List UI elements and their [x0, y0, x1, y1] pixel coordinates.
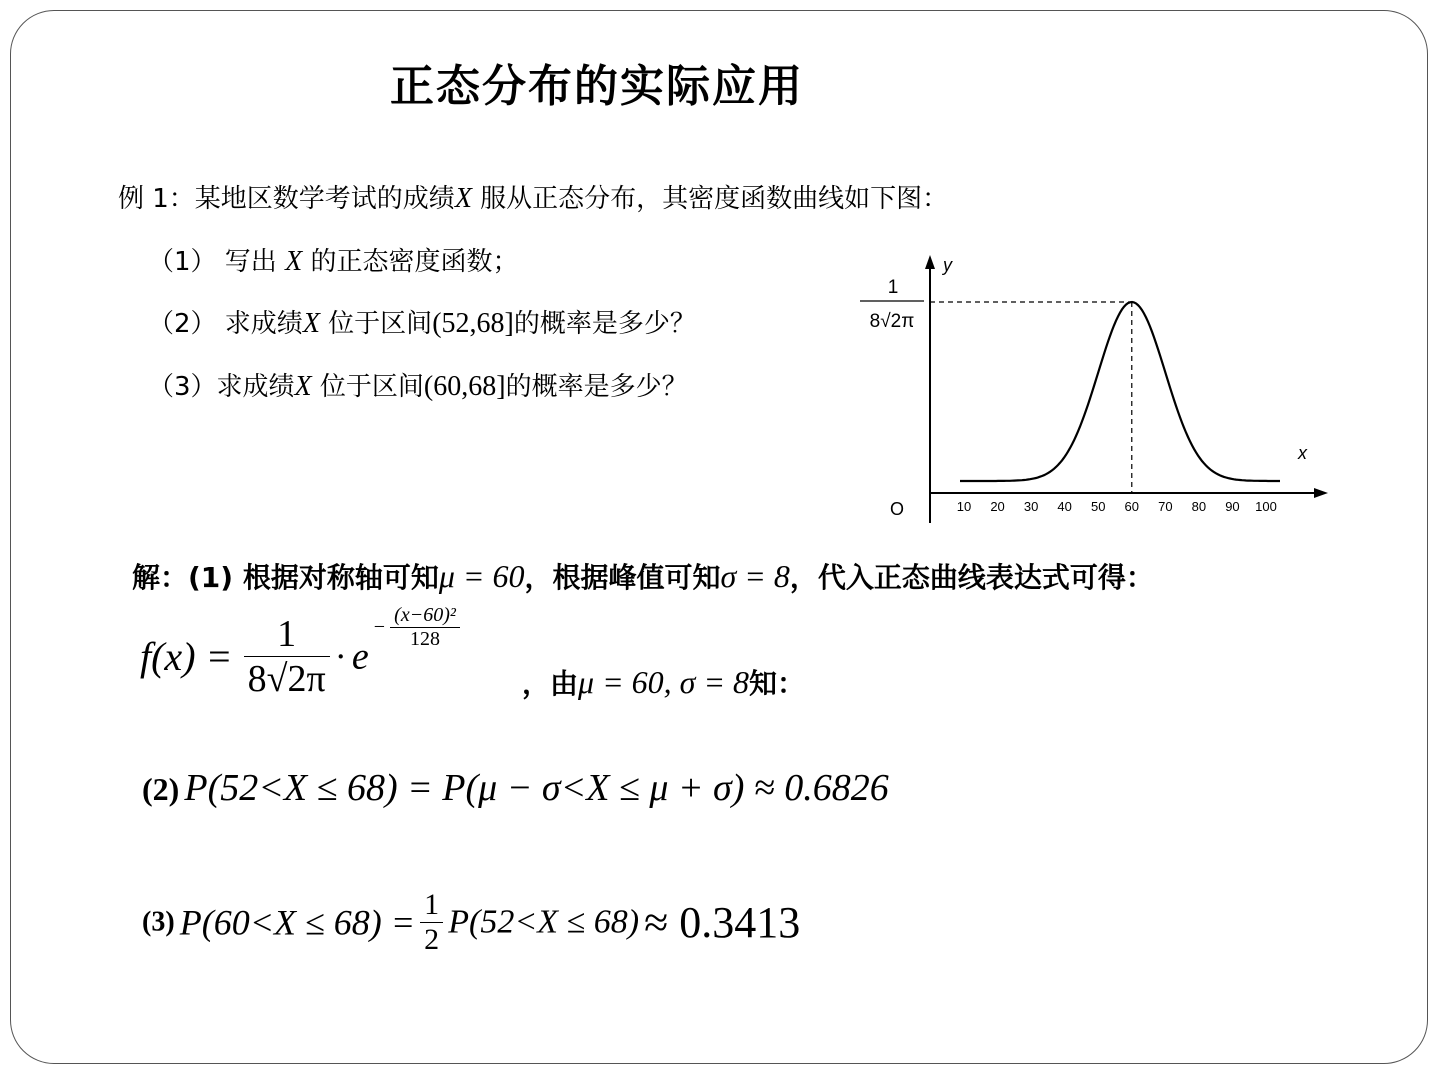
x-axis-arrow [1314, 488, 1328, 498]
answer-2-expression: P(52<X ≤ 68) = P(μ − σ<X ≤ μ + σ) ≈ 0.6826 [184, 767, 889, 809]
answer-2-label: (2) [142, 771, 180, 807]
exponent-sign: − [373, 616, 386, 638]
var-x: X [285, 246, 303, 277]
exponent-denominator: 128 [410, 628, 441, 650]
euler-e: e [351, 635, 369, 678]
var-x: X [294, 371, 312, 402]
sigma-value: σ = 8 [720, 558, 790, 594]
multiply-dot: · [334, 636, 347, 677]
peak-denominator: 8√2π [869, 311, 915, 332]
answer-3-lhs: P(60<X ≤ 68) = [179, 902, 416, 943]
page-title: 正态分布的实际应用 [390, 61, 804, 112]
q2-text: （2） 求成绩 [148, 309, 303, 339]
q1-text: （1） 写出 [148, 247, 286, 277]
answer-3-rhs: P(52<X ≤ 68) [448, 903, 640, 941]
exponent-numerator: (x−60)² [390, 604, 460, 628]
solution-text-3: ，代入正态曲线表达式可得： [789, 561, 1154, 594]
given-text-2: 知： [749, 667, 806, 700]
density-curve [960, 302, 1280, 481]
q3-text: （3）求成绩 [148, 372, 295, 402]
var-x: X [454, 183, 472, 214]
x-tick-label: 100 [1255, 499, 1277, 514]
question-1 [148, 241, 518, 278]
question-3 [148, 366, 688, 403]
origin-label: O [890, 499, 905, 519]
given-text: ，由 [522, 667, 579, 700]
formula-exponent [374, 604, 460, 651]
given-math: μ = 60, σ = 8 [578, 664, 750, 700]
q2-text-2: 位于区间 [319, 309, 433, 339]
half-denominator: 2 [424, 923, 440, 956]
solution-step-1 [132, 556, 1154, 596]
y-axis-arrow [925, 255, 935, 269]
exponent-fraction [390, 604, 460, 651]
x-tick-labels [957, 499, 1277, 514]
question-2 [148, 303, 696, 340]
half-fraction [420, 888, 443, 957]
x-tick-label: 60 [1124, 499, 1140, 514]
formula-lhs: f(x) = [140, 634, 233, 679]
solution-text: 解：(1) 根据对称轴可知 [132, 561, 439, 594]
interval-60-68: (60,68] [423, 371, 506, 402]
x-tick-label: 10 [956, 499, 972, 514]
answer-2 [142, 766, 889, 810]
q3-text-2: 位于区间 [311, 372, 424, 402]
answer-3-result: ≈ 0.3413 [644, 898, 801, 947]
x-tick-label: 40 [1057, 499, 1072, 514]
x-tick-label: 70 [1158, 499, 1173, 514]
example-intro-text: 例 1：某地区数学考试的成绩 [118, 184, 455, 214]
coefficient-denominator: 8√2π [247, 658, 326, 700]
q3-text-3: 的概率是多少？ [505, 372, 688, 402]
x-tick-label: 20 [990, 499, 1005, 514]
x-tick-label: 80 [1191, 499, 1207, 514]
given-parameters [522, 662, 805, 702]
peak-numerator: 1 [887, 277, 899, 298]
x-axis-label: x [1298, 443, 1307, 463]
example-intro-text-2: 服从正态分布，其密度函数曲线如下图： [471, 184, 949, 214]
example-intro [118, 178, 948, 215]
answer-3-label: (3) [142, 906, 175, 938]
y-axis-label: y [943, 255, 952, 275]
q2-text-3: 的概率是多少？ [513, 309, 696, 339]
interval-52-68: (52,68] [432, 308, 514, 339]
formula-coefficient [244, 612, 330, 701]
density-formula [140, 604, 460, 712]
x-tick-label: 50 [1090, 499, 1106, 514]
x-tick-label: 30 [1023, 499, 1039, 514]
coefficient-numerator: 1 [244, 612, 330, 657]
q1-text-2: 的正态密度函数； [302, 247, 519, 277]
x-tick-label: 90 [1225, 499, 1240, 514]
half-numerator: 1 [420, 888, 443, 923]
var-x: X [302, 308, 320, 339]
answer-3 [142, 888, 800, 978]
mu-value: μ = 60 [438, 558, 525, 594]
density-graph [850, 245, 1350, 535]
solution-text-2: ，根据峰值可知 [524, 561, 721, 594]
